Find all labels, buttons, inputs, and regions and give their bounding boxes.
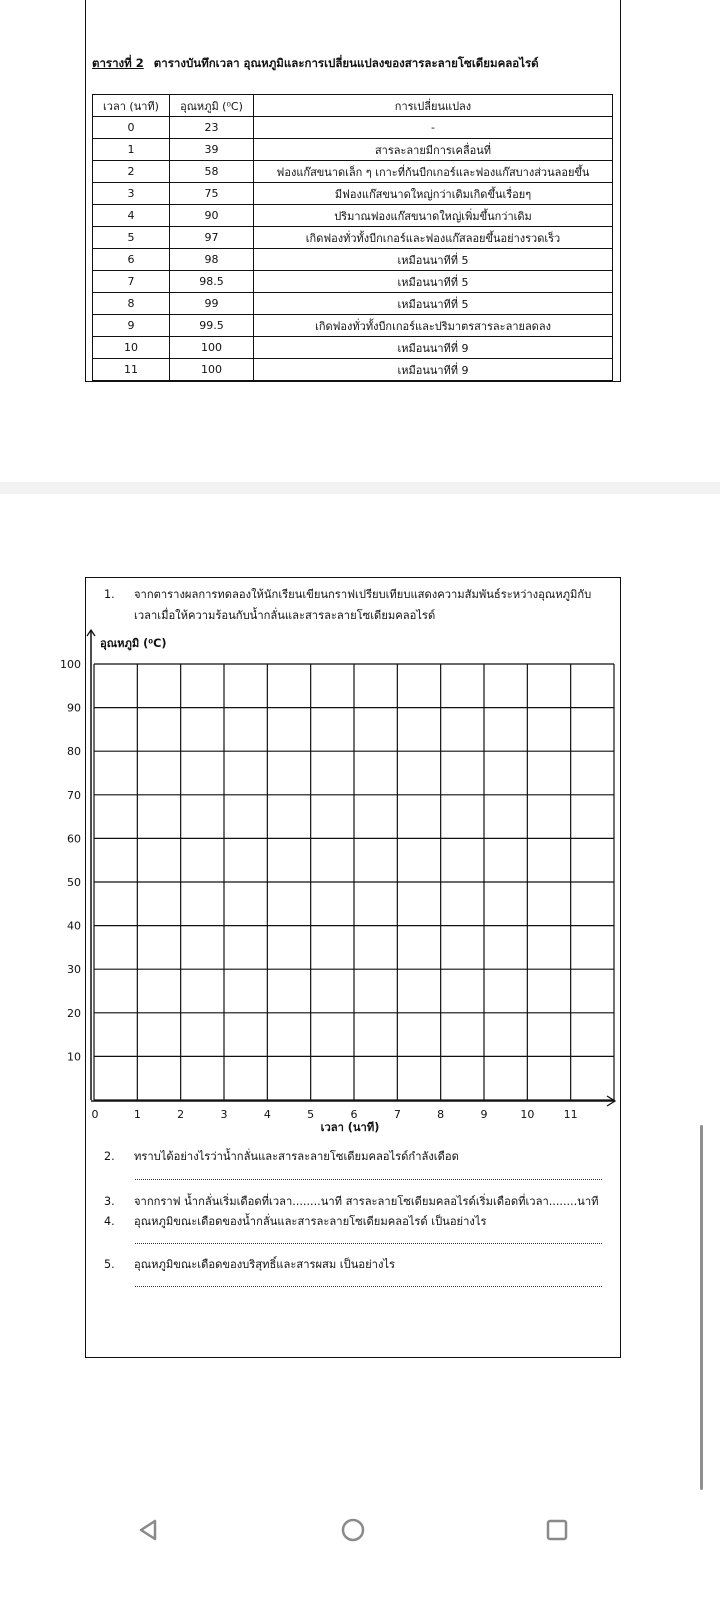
table-caption-label: ตารางที่ 2 xyxy=(92,56,144,70)
x-axis-label: เวลา (นาที) xyxy=(320,1121,380,1134)
cell-change: เหมือนนาทีที่ 5 xyxy=(254,271,613,293)
y-tick-label: 100 xyxy=(60,658,81,671)
back-button[interactable] xyxy=(133,1515,163,1545)
cell-change: เหมือนนาทีที่ 5 xyxy=(254,293,613,315)
header-time: เวลา (นาที) xyxy=(93,95,170,117)
table-row xyxy=(93,271,613,293)
cell-time: 4 xyxy=(93,205,170,227)
cell-temperature: 100 xyxy=(170,359,254,381)
y-tick-label: 90 xyxy=(67,701,81,715)
cell-change: - xyxy=(254,117,613,139)
cell-time: 8 xyxy=(93,293,170,315)
cell-change: เหมือนนาทีที่ 5 xyxy=(254,249,613,271)
y-tick-label: 40 xyxy=(67,919,81,933)
cell-time: 0 xyxy=(93,117,170,139)
cell-time: 6 xyxy=(93,249,170,271)
cell-temperature: 39 xyxy=(170,139,254,161)
x-axis-label-wrap xyxy=(0,1118,720,1136)
header-change: การเปลี่ยนแปลง xyxy=(254,95,613,117)
table-row xyxy=(93,139,613,161)
header-temperature: อุณหภูมิ (⁰C) xyxy=(170,95,254,117)
table-row xyxy=(93,183,613,205)
question-1-text-line1: จากตารางผลการทดลองให้นักเรียนเขียนกราฟเปรียบเทียบแสดงความสัมพันธ์ระหว่างอุณหภูมิกับ xyxy=(134,588,592,601)
x-tick-label: 5 xyxy=(307,1108,315,1121)
x-tick-label: 1 xyxy=(133,1108,141,1121)
question-3 xyxy=(104,1192,598,1210)
cell-time: 11 xyxy=(93,359,170,381)
y-tick-label: 70 xyxy=(67,788,81,802)
question-5-text: อุณหภูมิขณะเดือดของบริสุทธิ์และสารผสม เป็นอย่างไร xyxy=(134,1258,396,1271)
table-row xyxy=(93,337,613,359)
blank-graph-grid xyxy=(55,625,625,1125)
cell-change: เหมือนนาทีที่ 9 xyxy=(254,337,613,359)
cell-temperature: 90 xyxy=(170,205,254,227)
y-tick-label: 60 xyxy=(67,832,81,846)
question-5-number: 5. xyxy=(104,1258,115,1271)
question-5 xyxy=(104,1255,395,1273)
x-tick-label: 4 xyxy=(263,1108,271,1121)
cell-temperature: 75 xyxy=(170,183,254,205)
x-tick-label: 0 xyxy=(91,1108,99,1121)
question-1-number: 1. xyxy=(104,588,115,601)
cell-change: มีฟองแก๊สขนาดใหญ่กว่าเดิมเกิดขึ้นเรื่อยๆ xyxy=(254,183,613,205)
question-3-text: จากกราฟ น้ำกลั่นเริ่มเดือดที่เวลา........นาที สารละลายโซเดียมคลอไรด์เริ่มเดือดที่เวลา........นาที xyxy=(134,1195,599,1208)
question-2-number: 2. xyxy=(104,1150,115,1163)
question-2 xyxy=(104,1147,459,1165)
cell-change: เกิดฟองทั่วทั้งบีกเกอร์และฟองแก๊สลอยขึ้นอย่างรวดเร็ว xyxy=(254,227,613,249)
table-row xyxy=(93,117,613,139)
cell-temperature: 97 xyxy=(170,227,254,249)
question-1 xyxy=(104,584,591,626)
recents-button[interactable] xyxy=(542,1515,572,1545)
cell-temperature: 100 xyxy=(170,337,254,359)
x-tick-label: 9 xyxy=(480,1108,488,1121)
home-circle-icon xyxy=(340,1517,366,1543)
x-tick-label: 7 xyxy=(393,1108,401,1121)
cell-change: ฟองแก๊สขนาดเล็ก ๆ เกาะที่ก้นบีกเกอร์และฟองแก๊สบางส่วนลอยขึ้น xyxy=(254,161,613,183)
table-row xyxy=(93,315,613,337)
x-tick-label: 2 xyxy=(177,1108,185,1121)
y-tick-label: 30 xyxy=(67,963,81,977)
answer-line-4[interactable] xyxy=(135,1243,602,1244)
home-button[interactable] xyxy=(338,1515,368,1545)
cell-temperature: 99.5 xyxy=(170,315,254,337)
data-table xyxy=(92,94,613,381)
y-tick-label: 20 xyxy=(67,1006,81,1020)
question-4 xyxy=(104,1212,486,1230)
cell-change: เกิดฟองทั่วทั้งบีกเกอร์และปริมาตรสารละลายลดลง xyxy=(254,315,613,337)
question-2-text: ทราบได้อย่างไรว่าน้ำกลั่นและสารละลายโซเดียมคลอไรด์กำลังเดือด xyxy=(134,1150,459,1163)
cell-time: 5 xyxy=(93,227,170,249)
cell-change: สารละลายมีการเคลื่อนที่ xyxy=(254,139,613,161)
table-row xyxy=(93,359,613,381)
table-caption-text: ตารางบันทึกเวลา อุณหภูมิและการเปลี่ยนแปลงของสารละลายโซเดียมคลอไรด์ xyxy=(153,56,539,70)
table-row xyxy=(93,205,613,227)
cell-change: ปริมาณฟองแก๊สขนาดใหญ่เพิ่มขึ้นกว่าเดิม xyxy=(254,205,613,227)
x-tick-label: 11 xyxy=(563,1108,578,1121)
table-caption xyxy=(92,55,539,73)
question-4-number: 4. xyxy=(104,1215,115,1228)
cell-temperature: 98 xyxy=(170,249,254,271)
cell-temperature: 23 xyxy=(170,117,254,139)
table-row xyxy=(93,161,613,183)
y-tick-label: 50 xyxy=(67,876,81,889)
cell-time: 9 xyxy=(93,315,170,337)
table-row xyxy=(93,227,613,249)
x-tick-label: 3 xyxy=(220,1108,228,1121)
x-tick-label: 6 xyxy=(350,1108,358,1121)
y-axis-label: อุณหภูมิ (⁰C) xyxy=(100,637,167,650)
recents-square-icon xyxy=(545,1518,569,1542)
cell-time: 7 xyxy=(93,271,170,293)
page-divider xyxy=(0,482,720,494)
cell-time: 1 xyxy=(93,139,170,161)
back-triangle-icon xyxy=(136,1518,160,1542)
question-1-text-line2: เวลาเมื่อให้ความร้อนกับน้ำกลั่นและสารละลายโซเดียมคลอไรด์ xyxy=(134,609,436,622)
cell-time: 2 xyxy=(93,161,170,183)
y-tick-label: 80 xyxy=(67,745,81,759)
cell-temperature: 98.5 xyxy=(170,271,254,293)
scrollbar[interactable] xyxy=(700,1125,703,1490)
cell-time: 10 xyxy=(93,337,170,359)
question-3-number: 3. xyxy=(104,1195,115,1208)
cell-temperature: 58 xyxy=(170,161,254,183)
x-tick-label: 10 xyxy=(520,1108,535,1121)
table-row xyxy=(93,293,613,315)
document-page-1 xyxy=(0,0,720,485)
cell-time: 3 xyxy=(93,183,170,205)
question-4-text: อุณหภูมิขณะเดือดของน้ำกลั่นและสารละลายโซเดียมคลอไรด์ เป็นอย่างไร xyxy=(134,1215,487,1228)
table-header-row xyxy=(93,95,613,117)
x-tick-label: 8 xyxy=(437,1108,445,1121)
table-row xyxy=(93,249,613,271)
answer-line-2[interactable] xyxy=(135,1179,602,1180)
answer-line-5[interactable] xyxy=(135,1286,602,1287)
cell-change: เหมือนนาทีที่ 9 xyxy=(254,359,613,381)
cell-temperature: 99 xyxy=(170,293,254,315)
y-tick-label: 10 xyxy=(67,1050,81,1064)
